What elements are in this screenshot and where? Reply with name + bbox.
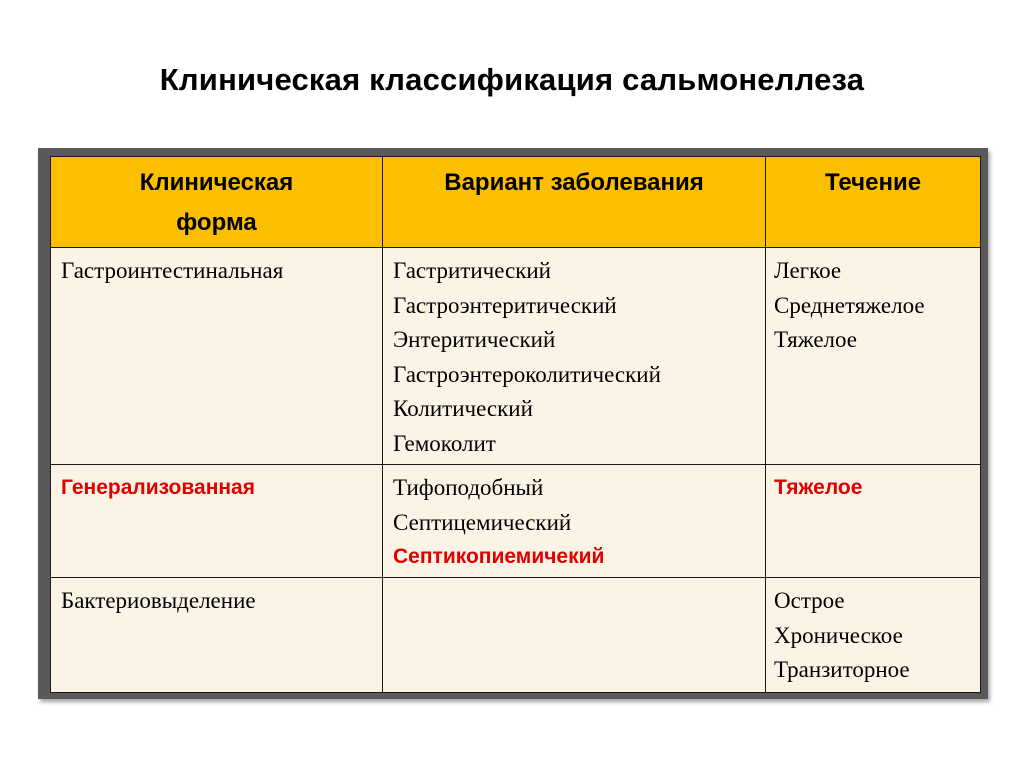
cell-form (51, 248, 383, 465)
course-item: Транзиторное (774, 657, 910, 682)
header-course-label: Течение (824, 169, 922, 196)
header-clinical-form (51, 157, 383, 248)
course-item: Тяжелое (774, 327, 858, 352)
variant-item: Гастроэнтероколитический (393, 361, 661, 387)
cell-courses (766, 248, 981, 465)
variant-item: Энтеритический (393, 327, 556, 352)
header-clinical-form-label: Клиническая форма (139, 169, 294, 236)
variant-item: Септицемический (393, 509, 572, 535)
variant-item: Тифоподобный (393, 475, 544, 500)
cell-form (51, 578, 383, 693)
header-disease-variant-label: Вариант заболевания (444, 169, 704, 196)
form-label: Генерализованная (61, 476, 255, 499)
classification-table (50, 156, 981, 693)
table-row (51, 465, 981, 578)
page-title: Клиническая классификация сальмонеллеза (159, 62, 865, 97)
variant-item: Гастроэнтеритический (393, 292, 617, 318)
variant-item: Гемоколит (393, 430, 496, 456)
table-frame (38, 148, 988, 699)
course-item: Легкое (774, 258, 842, 283)
cell-variants (383, 465, 766, 578)
cell-variants (383, 248, 766, 465)
variant-item: Колитический (393, 396, 533, 421)
form-label: Бактериовыделение (61, 588, 256, 613)
course-item: Среднетяжелое (774, 292, 925, 318)
cell-variants-empty (383, 578, 766, 693)
course-item: Хроническое (774, 622, 903, 648)
table-row (51, 578, 981, 693)
variant-item-highlight: Септикопиемичекий (393, 545, 605, 568)
table-row (51, 248, 981, 465)
form-label: Гастроинтестинальная (61, 258, 284, 283)
table-header-row (51, 157, 981, 248)
header-course (766, 157, 981, 248)
cell-courses (766, 465, 981, 578)
cell-form (51, 465, 383, 578)
header-disease-variant (383, 157, 766, 248)
cell-courses (766, 578, 981, 693)
course-item-highlight: Тяжелое (774, 476, 863, 499)
variant-item: Гастритический (393, 258, 551, 283)
course-item: Острое (774, 588, 845, 613)
